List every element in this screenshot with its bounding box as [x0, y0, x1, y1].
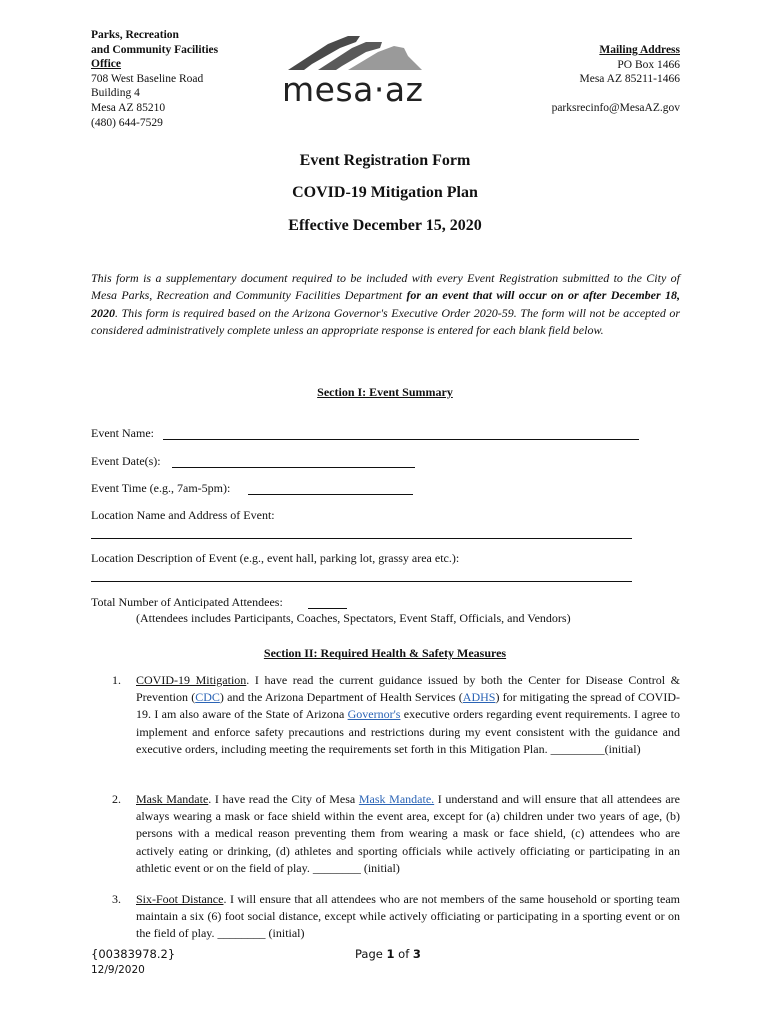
adhs-link[interactable]: ADHS: [462, 690, 496, 705]
section-1-title: Section I: Event Summary: [317, 385, 453, 399]
item-heading: COVID-19 Mitigation: [136, 673, 247, 687]
mailing-address-block: [552, 43, 680, 116]
footer-date: 12/9/2020: [91, 964, 145, 976]
event-dates-label: Event Date(s):: [91, 454, 161, 468]
item-number: 2.: [112, 792, 121, 806]
item-text: ) for mitigating the spread of COVID-19. I am also aware of the State of Arizona: [136, 690, 680, 722]
document-id: {00383978.2}: [91, 947, 176, 961]
attendees-field[interactable]: [308, 608, 347, 609]
po-box: PO Box 1466: [617, 58, 680, 71]
intro-bold-text: for an event that will occur on or after December 18, 2020: [91, 288, 680, 320]
address-line-3: Mesa AZ 85210: [91, 101, 166, 114]
logo-swoosh-icon: [282, 30, 442, 72]
intro-text-1: This form is a supplementary document required to be included with every Event Registration submitted to the City of Mesa Parks, Recreation and Community Facilities Department: [91, 271, 680, 303]
dept-line-2: and Community Facilities: [91, 43, 219, 56]
item-text: ) and the Arizona Department of Health Services (: [219, 690, 463, 705]
logo-wordmark: mesa·az: [282, 70, 424, 109]
item-text: . I have read the City of Mesa: [208, 792, 359, 806]
page-current: 1: [386, 947, 395, 961]
page-number: [355, 947, 421, 961]
event-time-label: Event Time (e.g., 7am-5pm):: [91, 481, 231, 495]
address-line-1: 708 West Baseline Road: [91, 72, 204, 85]
dept-line-1: Parks, Recreation: [91, 29, 179, 41]
location-label: Location Name and Address of Event:: [91, 508, 275, 522]
list-item: [112, 891, 680, 943]
item-heading: Six-Foot Distance: [136, 892, 224, 906]
item-heading: Mask Mandate: [136, 792, 209, 806]
item-text: executive orders regarding event requirements. I agree to implement and enforce safety precautions and restrictions during my event consistent with the guidance and executive orders, including meeting the requirements set forth in this Mitigation Plan. _________(initial): [136, 707, 681, 756]
item-text: . I have read the current guidance issued by both the Center for Disease Control & Prevention (: [136, 673, 680, 705]
event-time-field[interactable]: [248, 494, 413, 495]
governor-link[interactable]: Governor's: [347, 707, 401, 722]
event-dates-field[interactable]: [172, 467, 415, 468]
effective-date: Effective December 15, 2020: [288, 217, 482, 234]
office-address-block: [91, 28, 218, 130]
attendees-note: (Attendees includes Participants, Coaches, Spectators, Event Staff, Officials, and Vendors): [136, 611, 571, 625]
page-total: 3: [412, 947, 421, 961]
list-item: [112, 672, 680, 758]
mesa-az-logo: [282, 30, 442, 109]
page-prefix: Page: [355, 947, 387, 961]
list-item: [112, 791, 680, 877]
address-line-2: Building 4: [91, 87, 140, 100]
form-subtitle: COVID-19 Mitigation Plan: [292, 184, 478, 201]
event-name-label: Event Name:: [91, 426, 154, 440]
section-2-title: Section II: Required Health & Safety Measures: [263, 646, 507, 660]
event-name-field[interactable]: [163, 439, 639, 440]
dept-line-3: Office: [91, 58, 122, 71]
mailing-city: Mesa AZ 85211-1466: [579, 73, 680, 86]
location-description-field[interactable]: [91, 581, 632, 582]
item-text: . I will ensure that all attendees who are not members of the same household or sporting team maintain a six (6) foot social distance, except while actively officiating or participating in a sporting event or on the field of play. ________ (initial): [136, 892, 680, 941]
mask-mandate-link[interactable]: Mask Mandate.: [358, 792, 435, 806]
location-description-label: Location Description of Event (e.g., event hall, parking lot, grassy area etc.):: [91, 551, 460, 565]
item-number: 1.: [112, 673, 121, 687]
email-address: parksrecinfo@MesaAZ.gov: [551, 102, 680, 115]
phone-number: (480) 644-7529: [91, 116, 163, 129]
intro-text-2: . This form is required based on the Arizona Governor's Executive Order 2020-59. The form will not be accepted or considered administratively complete unless an appropriate response is entered for each blank field below.: [91, 305, 680, 337]
location-field[interactable]: [91, 538, 632, 539]
mailing-address-label: Mailing Address: [599, 44, 680, 56]
item-text: I understand and will ensure that all attendees are always wearing a mask or face shield within the event area, except for (a) children under two years of age, (b) persons with a medical reason preventing them from wearing a mask or face shield, (c) attendees who are actively eating or drinking, (d) athletes and sporting officials while actively officiating or participating in an athletic event or on the field of play. ________ (initial): [136, 792, 680, 875]
attendees-label: Total Number of Anticipated Attendees:: [91, 595, 283, 609]
page-of: of: [394, 947, 413, 961]
item-number: 3.: [112, 892, 121, 906]
intro-paragraph: [91, 270, 680, 339]
cdc-link[interactable]: CDC: [195, 690, 220, 705]
form-title: Event Registration Form: [299, 152, 471, 169]
